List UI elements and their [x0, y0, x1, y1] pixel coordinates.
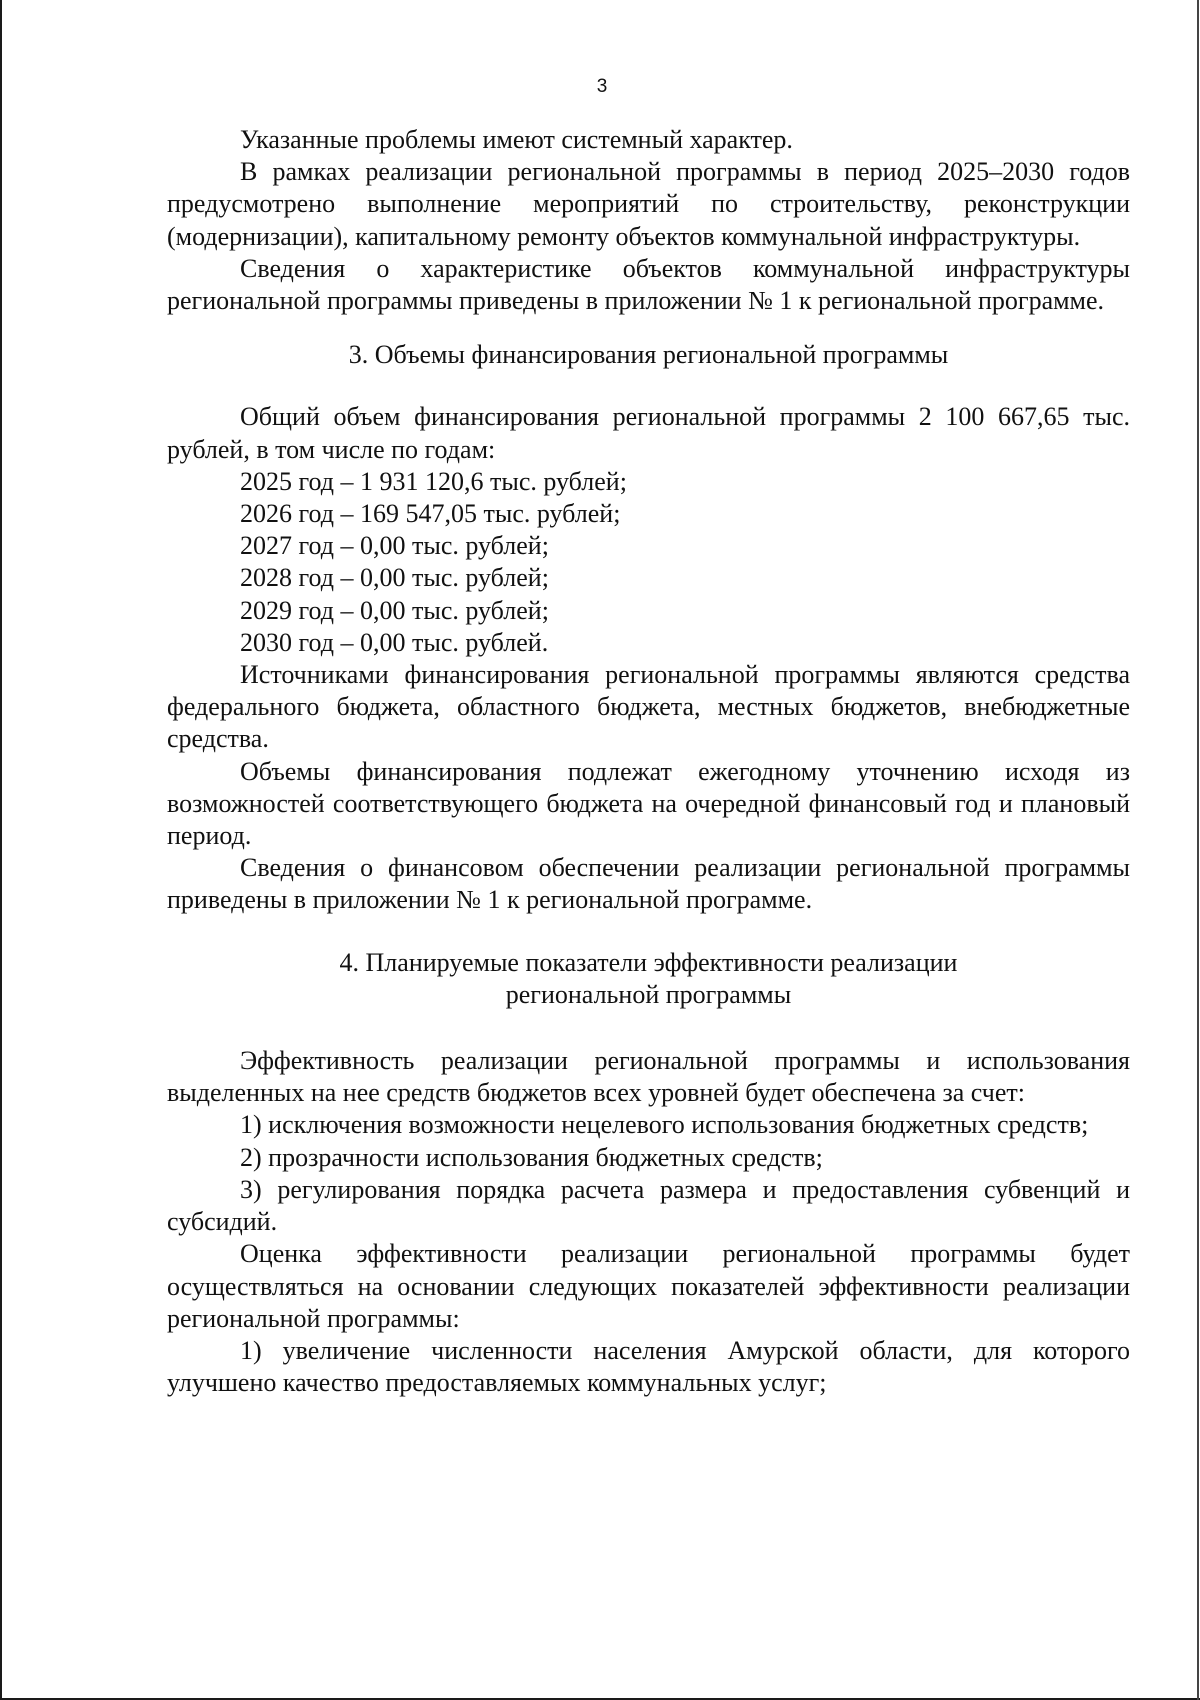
efficiency-item-1: 1) исключения возможности нецелевого использования бюджетных средств; — [240, 1110, 1089, 1140]
paragraph-systemic-problems: Указанные проблемы имеют системный характер. — [240, 125, 793, 154]
funding-year-2026: 2026 год – 169 547,05 тыс. рублей; — [240, 499, 621, 529]
paragraph-funding-appendix: Сведения о финансовом обеспечении реализации региональной программы приведены в приложении № 1 к региональной программе. — [167, 853, 1130, 915]
funding-year-2029: 2029 год – 0,00 тыс. рублей; — [240, 595, 549, 625]
section-3-heading: 3. Объемы финансирования региональной программы — [348, 340, 949, 370]
paragraph-funding-sources: Источниками финансирования региональной программы являются средства федерального бюджета, областного бюджета, местных бюджетов, внебюджетные средства. — [167, 660, 1130, 754]
funding-year-2028: 2028 год – 0,00 тыс. рублей; — [240, 563, 549, 593]
funding-year-2025: 2025 год – 1 931 120,6 тыс. рублей; — [240, 466, 627, 496]
paragraph-evaluation: Оценка эффективности реализации региональной программы будет осуществляться на основании следующих показателей эффективности реализации региональной программы: — [167, 1239, 1130, 1333]
section-4-heading-line1: 4. Планируемые показатели эффективности реализации — [339, 947, 958, 977]
page-edge — [1197, 0, 1199, 1700]
funding-year-2027: 2027 год – 0,00 тыс. рублей; — [240, 531, 549, 561]
indicator-item-1: 1) увеличение численности населения Амурской области, для которого улучшено качество предоставляемых коммунальных услуг; — [167, 1335, 1130, 1398]
funding-year-2030: 2030 год – 0,00 тыс. рублей. — [240, 627, 549, 657]
paragraph-funding-adjustment: Объемы финансирования подлежат ежегодному уточнению исходя из возможностей соответствующего бюджета на очередной финансовый год и плановый период. — [167, 756, 1130, 851]
efficiency-item-2: 2) прозрачности использования бюджетных средств; — [240, 1142, 823, 1172]
paragraph-program-activities: В рамках реализации региональной программы в период 2025–2030 годов предусмотрено выполнение мероприятий по строительству, реконструкции (модернизации), капитальному ремонту объектов коммунальной инфраструктуры. — [167, 157, 1130, 251]
efficiency-item-3: 3) регулирования порядка расчета размера и предоставления субвенций и субсидий. — [167, 1174, 1130, 1237]
page-number: 3 — [596, 76, 608, 97]
section-4-heading-line2: региональной программы — [505, 979, 792, 1009]
paragraph-total-funding: Общий объем финансирования региональной программы 2 100 667,65 тыс. рублей, в том числе по годам: — [167, 402, 1130, 464]
paragraph-infrastructure-info: Сведения о характеристике объектов коммунальной инфраструктуры региональной программы приведены в приложении № 1 к региональной программе. — [167, 253, 1130, 316]
document-body — [167, 124, 1130, 1399]
paragraph-efficiency-intro: Эффективность реализации региональной программы и использования выделенных на нее средств бюджетов всех уровней будет обеспечена за счет: — [167, 1046, 1130, 1108]
